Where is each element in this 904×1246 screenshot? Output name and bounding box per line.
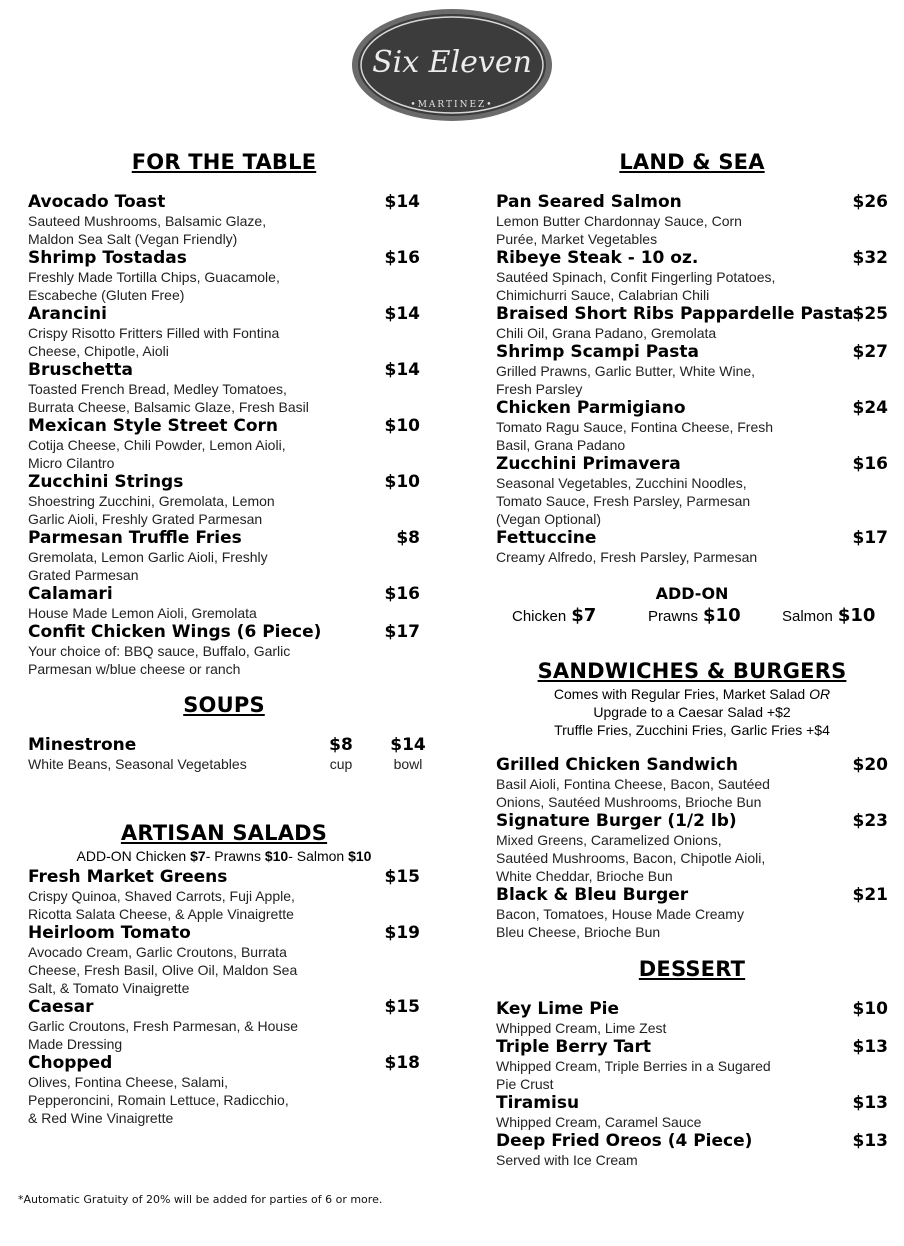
soup-bowl-label: bowl: [393, 756, 423, 772]
menu-item: [28, 360, 428, 416]
sandwich-note-line3: Truffle Fries, Zucchini Fries, Garlic Fries +$4: [554, 722, 830, 738]
menu-item-price: $13: [852, 1037, 888, 1057]
left-column: [28, 148, 428, 1127]
menu-item-description: Avocado Cream, Garlic Croutons, Burrata Cheese, Fresh Basil, Olive Oil, Maldon Sea Salt, & Tomato Vinaigrette: [28, 944, 298, 996]
menu-item-description: Whipped Cream, Caramel Sauce: [496, 1114, 702, 1130]
menu-item: [28, 472, 428, 528]
addon-prefix: ADD-ON Chicken: [76, 848, 191, 864]
menu-item-price: $24: [852, 398, 888, 418]
logo-oval: [350, 6, 554, 124]
menu-item: [28, 997, 428, 1053]
menu-item-name: Triple Berry Tart: [496, 1037, 652, 1057]
menu-item-name: Parmesan Truffle Fries: [28, 528, 242, 548]
for-the-table-list: [28, 192, 428, 678]
menu-item-price: $20: [852, 755, 888, 775]
menu-item: [28, 528, 428, 584]
menu-item: [496, 454, 892, 528]
menu-item-price: $21: [852, 885, 888, 905]
soup-cup-label: cup: [329, 756, 353, 772]
menu-item-price: $23: [852, 811, 888, 831]
menu-item-price: $16: [384, 248, 420, 268]
menu-item: [496, 342, 892, 398]
menu-item: [28, 867, 428, 923]
addon-salmon-label: - Salmon: [288, 848, 349, 864]
menu-item-description: Basil Aioli, Fontina Cheese, Bacon, Sautéed Onions, Sautéed Mushrooms, Brioche Bun: [496, 776, 770, 810]
addon-row: [496, 605, 888, 629]
menu-item-price: $25: [852, 304, 888, 324]
menu-item-description: Garlic Croutons, Fresh Parmesan, & House Made Dressing: [28, 1018, 298, 1052]
soup-bowl-price: $14: [390, 735, 426, 755]
menu-item: [496, 755, 892, 811]
menu-item-name: Zucchini Strings: [28, 472, 184, 492]
menu-item-name: Key Lime Pie: [496, 999, 620, 1019]
menu-item: [496, 304, 892, 342]
menu-item: [496, 1037, 892, 1093]
menu-item-description: Your choice of: BBQ sauce, Buffalo, Garlic Parmesan w/blue cheese or ranch: [28, 643, 291, 677]
sandwich-note-text: Comes with Regular Fries, Market Salad: [553, 686, 810, 702]
menu-item: [496, 528, 892, 566]
menu-item-name: Tiramisu: [496, 1093, 580, 1113]
menu-item-name: Black & Bleu Burger: [496, 885, 689, 905]
menu-item-name: Grilled Chicken Sandwich: [496, 755, 739, 775]
menu-item: [28, 622, 428, 678]
menu-item-description: Sauteed Mushrooms, Balsamic Glaze, Maldon Sea Salt (Vegan Friendly): [28, 213, 267, 247]
addon-option-price: $7: [571, 605, 597, 626]
section-title-dessert: DESSERT: [638, 957, 746, 981]
menu-item-price: $10: [384, 472, 420, 492]
menu-item-description: Olives, Fontina Cheese, Salami, Pepperoncini, Romain Lettuce, Radicchio, & Red Wine Vinaigrette: [28, 1074, 289, 1126]
menu-item-description: Toasted French Bread, Medley Tomatoes, Burrata Cheese, Balsamic Glaze, Fresh Basil: [28, 381, 309, 415]
menu-item-name: Deep Fried Oreos (4 Piece): [496, 1131, 753, 1151]
menu-item-price: $14: [384, 192, 420, 212]
soup-desc: White Beans, Seasonal Vegetables: [28, 756, 247, 772]
menu-item-name: Signature Burger (1/2 lb): [496, 811, 737, 831]
menu-item-name: Chopped: [28, 1053, 113, 1073]
soup-cup-price: $8: [329, 735, 353, 755]
menu-item-price: $13: [852, 1131, 888, 1151]
menu-item-description: Chili Oil, Grana Padano, Gremolata: [496, 325, 717, 341]
menu-item: [496, 999, 892, 1037]
dessert-list: [496, 999, 892, 1169]
menu-item: [28, 304, 428, 360]
menu-item-description: Served with Ice Cream: [496, 1152, 638, 1168]
menu-item-price: $10: [852, 999, 888, 1019]
salad-list: [28, 867, 428, 1127]
addon-option-label: Chicken: [512, 608, 567, 625]
section-title-artisan-salads: ARTISAN SALADS: [120, 821, 328, 845]
menu-item-price: $16: [384, 584, 420, 604]
menu-item-description: Sautéed Spinach, Confit Fingerling Potatoes, Chimichurri Sauce, Calabrian Chili: [496, 269, 776, 303]
menu-item-description: House Made Lemon Aioli, Gremolata: [28, 605, 257, 621]
section-title-land-and-sea: LAND & SEA: [619, 150, 765, 174]
menu-item-price: $14: [384, 304, 420, 324]
addon-option-label: Salmon: [782, 608, 833, 625]
menu-item-description: Grilled Prawns, Garlic Butter, White Wine, Fresh Parsley: [496, 363, 756, 397]
menu-item-description: Creamy Alfredo, Fresh Parsley, Parmesan: [496, 549, 758, 565]
menu-item-description: Cotija Cheese, Chili Powder, Lemon Aioli, Micro Cilantro: [28, 437, 286, 471]
addon-option: [648, 605, 741, 626]
restaurant-logo: [350, 6, 554, 124]
menu-item-description: Seasonal Vegetables, Zucchini Noodles, Tomato Sauce, Fresh Parsley, Parmesan (Vegan Optional): [496, 475, 751, 527]
menu-item-name: Ribeye Steak - 10 oz.: [496, 248, 699, 268]
menu-item-description: Whipped Cream, Lime Zest: [496, 1020, 667, 1036]
menu-item-price: $17: [852, 528, 888, 548]
menu-item-description: Crispy Quinoa, Shaved Carrots, Fuji Apple, Ricotta Salata Cheese, & Apple Vinaigrette: [28, 888, 295, 922]
addon-option: [782, 605, 875, 626]
addon-prawns-label: - Prawns: [205, 848, 265, 864]
menu-item-description: Gremolata, Lemon Garlic Aioli, Freshly Grated Parmesan: [28, 549, 268, 583]
salads-addon-line: [28, 847, 420, 865]
menu-item-name: Zucchini Primavera: [496, 454, 681, 474]
menu-item: [28, 192, 428, 248]
addon-option-price: $10: [703, 605, 741, 626]
menu-item: [496, 192, 892, 248]
addon-salmon-price: $10: [348, 848, 372, 864]
menu-item-name: Avocado Toast: [28, 192, 166, 212]
sandwich-list: [496, 755, 892, 941]
menu-item-description: Tomato Ragu Sauce, Fontina Cheese, Fresh Basil, Grana Padano: [496, 419, 774, 453]
menu-item-description: Lemon Butter Chardonnay Sauce, Corn Purée, Market Vegetables: [496, 213, 742, 247]
menu-item: [28, 248, 428, 304]
menu-item-name: Heirloom Tomato: [28, 923, 191, 943]
addon-option-label: Prawns: [648, 608, 699, 625]
menu-item-name: Caesar: [28, 997, 94, 1017]
menu-item-name: Confit Chicken Wings (6 Piece): [28, 622, 322, 642]
menu-item: [496, 1093, 892, 1131]
menu-item-price: $15: [384, 867, 420, 887]
menu-item: [28, 923, 428, 997]
menu-item-name: Mexican Style Street Corn: [28, 416, 279, 436]
menu-item-price: $17: [384, 622, 420, 642]
menu-item-name: Shrimp Scampi Pasta: [496, 342, 699, 362]
menu-item-description: Whipped Cream, Triple Berries in a Sugared Pie Crust: [496, 1058, 771, 1092]
sandwich-note-line1: [496, 685, 888, 703]
menu-item-name: Shrimp Tostadas: [28, 248, 187, 268]
menu-item-description: Bacon, Tomatoes, House Made Creamy Bleu Cheese, Brioche Bun: [496, 906, 744, 940]
menu-item-description: Crispy Risotto Fritters Filled with Fontina Cheese, Chipotle, Aioli: [28, 325, 280, 359]
menu-item-name: Fresh Market Greens: [28, 867, 228, 887]
menu-item-name: Calamari: [28, 584, 113, 604]
menu-item-name: Fettuccine: [496, 528, 597, 548]
sandwich-note-or: OR: [809, 686, 831, 702]
menu-item-name: Braised Short Ribs Pappardelle Pasta: [496, 304, 854, 324]
menu-item-price: $18: [384, 1053, 420, 1073]
menu-item: [496, 1131, 892, 1169]
menu-item-price: $32: [852, 248, 888, 268]
section-title-for-the-table: FOR THE TABLE: [131, 150, 317, 174]
menu-item: [496, 248, 892, 304]
right-column: [496, 148, 892, 1169]
section-title-sandwiches-burgers: SANDWICHES & BURGERS: [537, 659, 847, 683]
menu-item-description: Mixed Greens, Caramelized Onions, Sautéed Mushrooms, Bacon, Chipotle Aioli, White Cheddar, Brioche Bun: [496, 832, 766, 884]
menu-item-name: Chicken Parmigiano: [496, 398, 686, 418]
logo-script-text: Six Eleven: [372, 45, 532, 80]
menu-item-name: Bruschetta: [28, 360, 133, 380]
menu-item-description: Freshly Made Tortilla Chips, Guacamole, Escabeche (Gluten Free): [28, 269, 280, 303]
menu-item-name: Pan Seared Salmon: [496, 192, 682, 212]
menu-item-price: $14: [384, 360, 420, 380]
logo-location-text: •MARTINEZ•: [410, 100, 494, 110]
addon-option-price: $10: [837, 605, 876, 626]
menu-item-description: Shoestring Zucchini, Gremolata, Lemon Garlic Aioli, Freshly Grated Parmesan: [28, 493, 275, 527]
menu-item-price: $26: [852, 192, 888, 212]
addon-chicken-price: $7: [190, 848, 206, 864]
land-and-sea-list: [496, 192, 892, 566]
menu-item: [496, 398, 892, 454]
gratuity-footnote: *Automatic Gratuity of 20% will be added for parties of 6 or more.: [18, 1193, 383, 1206]
section-title-soups: SOUPS: [183, 693, 265, 717]
menu-item: [496, 885, 892, 941]
menu-item-name: Arancini: [28, 304, 107, 324]
menu-item: [28, 1053, 428, 1127]
soup-item: [28, 735, 428, 771]
menu-item-price: $16: [852, 454, 888, 474]
menu-item-price: $10: [384, 416, 420, 436]
soup-name: Minestrone: [28, 735, 137, 755]
sandwich-note-line2: Upgrade to a Caesar Salad +$2: [593, 704, 791, 720]
addon-prawns-price: $10: [264, 848, 289, 864]
menu-item-price: $15: [384, 997, 420, 1017]
menu-item-price: $13: [852, 1093, 888, 1113]
menu-item: [28, 416, 428, 472]
menu-item: [496, 811, 892, 885]
menu-item-price: $19: [384, 923, 420, 943]
menu-item-price: $8: [396, 528, 420, 548]
menu-item: [28, 584, 428, 622]
addon-title: ADD-ON: [655, 584, 729, 603]
addon-option: [512, 605, 596, 626]
menu-item-price: $27: [852, 342, 888, 362]
